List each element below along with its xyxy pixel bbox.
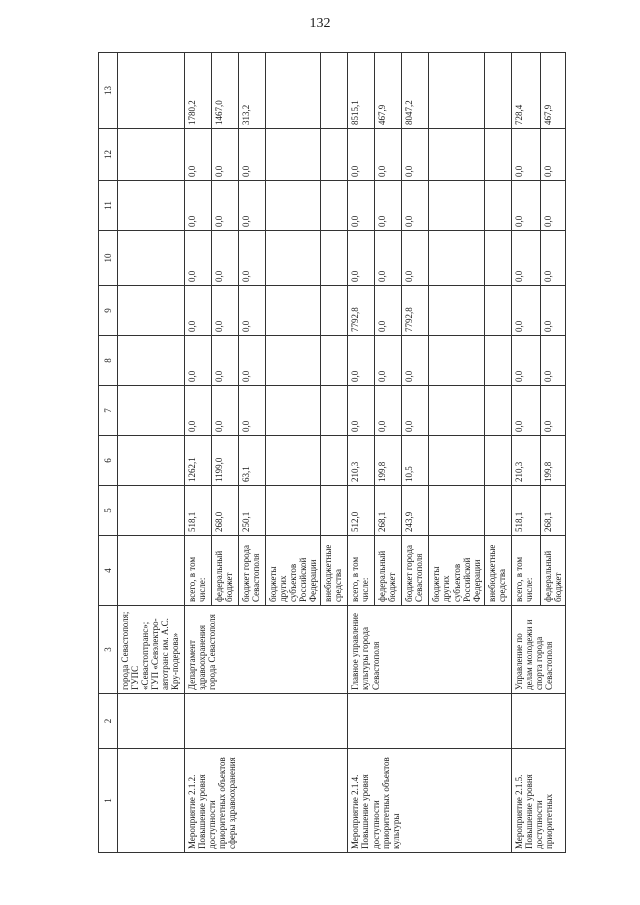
- value-cell: [484, 386, 511, 436]
- empty-cell: [118, 436, 185, 486]
- value-cell: [266, 53, 321, 129]
- value-cell: [484, 231, 511, 286]
- executor-cell: Главное управление культуры города Севастополя: [348, 606, 511, 694]
- value-cell: [321, 336, 348, 386]
- value-cell: 268,0: [212, 486, 239, 536]
- value-cell: 0,0: [185, 181, 212, 231]
- value-cell: 0,0: [239, 286, 266, 336]
- value-cell: [266, 129, 321, 181]
- column-number: 3: [99, 606, 118, 694]
- empty-cell: [118, 286, 185, 336]
- value-cell: [429, 53, 484, 129]
- empty-cell: [118, 336, 185, 386]
- value-cell: [429, 336, 484, 386]
- value-cell: [484, 286, 511, 336]
- value-cell: [484, 336, 511, 386]
- page-number: 132: [309, 16, 331, 31]
- value-cell: 0,0: [239, 386, 266, 436]
- value-cell: 518,1: [185, 486, 212, 536]
- table-body: [99, 53, 566, 853]
- value-cell: 0,0: [402, 129, 429, 181]
- empty-cell: [118, 231, 185, 286]
- funding-source-cell: внебюджетные средства: [484, 536, 511, 606]
- value-cell: 518,1: [511, 486, 540, 536]
- measure-cell: [118, 749, 185, 853]
- value-cell: 0,0: [212, 231, 239, 286]
- rotated-table-wrapper: [98, 53, 563, 853]
- budget-table: [98, 52, 566, 853]
- value-cell: [484, 486, 511, 536]
- value-cell: 10,5: [402, 436, 429, 486]
- funding-source-cell: всего, в том числе:: [511, 536, 540, 606]
- value-cell: 243,9: [402, 486, 429, 536]
- value-cell: 0,0: [511, 286, 540, 336]
- empty-cell: [118, 386, 185, 436]
- value-cell: 0,0: [212, 286, 239, 336]
- value-cell: 0,0: [212, 336, 239, 386]
- value-cell: [321, 386, 348, 436]
- measure-cell: Мероприятие 2.1.5. Повышение уровня доступности приоритетных: [511, 749, 565, 853]
- value-cell: 0,0: [402, 336, 429, 386]
- value-cell: 0,0: [185, 231, 212, 286]
- value-cell: 0,0: [348, 231, 375, 286]
- empty-cell: [118, 536, 185, 606]
- continuation-row: [118, 53, 185, 853]
- value-cell: 0,0: [348, 336, 375, 386]
- column-number: 13: [99, 53, 118, 129]
- empty-cell: [118, 486, 185, 536]
- column-number: 11: [99, 181, 118, 231]
- value-cell: [429, 486, 484, 536]
- value-cell: 0,0: [185, 386, 212, 436]
- value-cell: 8047,2: [402, 53, 429, 129]
- value-cell: 0,0: [185, 286, 212, 336]
- empty-cell: [348, 694, 511, 749]
- value-cell: [321, 436, 348, 486]
- column-number: 7: [99, 386, 118, 436]
- value-cell: 199,8: [540, 436, 565, 486]
- value-cell: 0,0: [402, 181, 429, 231]
- value-cell: [484, 53, 511, 129]
- column-number: 5: [99, 486, 118, 536]
- value-cell: 0,0: [402, 386, 429, 436]
- value-cell: [429, 181, 484, 231]
- value-cell: 728,4: [511, 53, 540, 129]
- executor-cell: города Севастополя; ГУПС «Севастоптранс»; ГУП «Севэлектро-автотранс им. А.С. Кру-подерова»: [118, 606, 185, 694]
- value-cell: 0,0: [212, 129, 239, 181]
- value-cell: [321, 129, 348, 181]
- value-cell: [266, 231, 321, 286]
- value-cell: [484, 181, 511, 231]
- value-cell: 1199,0: [212, 436, 239, 486]
- value-cell: 63,1: [239, 436, 266, 486]
- funding-source-cell: всего, в том числе:: [185, 536, 212, 606]
- value-cell: 0,0: [212, 181, 239, 231]
- value-cell: 0,0: [540, 386, 565, 436]
- empty-cell: [118, 694, 185, 749]
- column-number: 12: [99, 129, 118, 181]
- value-cell: 0,0: [348, 129, 375, 181]
- value-cell: [429, 386, 484, 436]
- value-cell: [266, 486, 321, 536]
- value-cell: 210,3: [511, 436, 540, 486]
- value-cell: 0,0: [185, 129, 212, 181]
- value-cell: 268,1: [540, 486, 565, 536]
- value-cell: [321, 181, 348, 231]
- measure-cell: Мероприятие 2.1.4. Повышение уровня доступности приоритетных объектов культуры: [348, 749, 511, 853]
- column-number: 9: [99, 286, 118, 336]
- value-cell: 0,0: [540, 129, 565, 181]
- value-cell: 0,0: [375, 386, 402, 436]
- value-cell: 0,0: [375, 181, 402, 231]
- value-cell: [484, 129, 511, 181]
- table-row: [185, 53, 212, 853]
- funding-source-cell: бюджет города Севастополя: [239, 536, 266, 606]
- value-cell: 250,1: [239, 486, 266, 536]
- value-cell: 313,2: [239, 53, 266, 129]
- value-cell: 199,8: [375, 436, 402, 486]
- value-cell: 0,0: [540, 336, 565, 386]
- value-cell: 1262,1: [185, 436, 212, 486]
- table-row: [511, 53, 540, 853]
- value-cell: 0,0: [212, 386, 239, 436]
- value-cell: 210,3: [348, 436, 375, 486]
- executor-cell: Департамент здравоохранения города Севастополя: [185, 606, 348, 694]
- value-cell: 7792,8: [348, 286, 375, 336]
- value-cell: [429, 129, 484, 181]
- value-cell: [266, 336, 321, 386]
- value-cell: 8515,1: [348, 53, 375, 129]
- value-cell: [484, 436, 511, 486]
- value-cell: 512,0: [348, 486, 375, 536]
- column-number: 6: [99, 436, 118, 486]
- funding-source-cell: бюджеты других субъектов Российской Федерации: [429, 536, 484, 606]
- value-cell: [266, 436, 321, 486]
- empty-cell: [118, 181, 185, 231]
- value-cell: 0,0: [348, 181, 375, 231]
- funding-source-cell: федеральный бюджет: [212, 536, 239, 606]
- value-cell: 0,0: [511, 386, 540, 436]
- value-cell: [321, 53, 348, 129]
- value-cell: [429, 286, 484, 336]
- column-number: 1: [99, 749, 118, 853]
- funding-source-cell: всего, в том числе:: [348, 536, 375, 606]
- value-cell: 0,0: [511, 129, 540, 181]
- value-cell: 0,0: [375, 286, 402, 336]
- value-cell: [429, 436, 484, 486]
- value-cell: 268,1: [375, 486, 402, 536]
- value-cell: 0,0: [348, 386, 375, 436]
- value-cell: 0,0: [239, 129, 266, 181]
- funding-source-cell: внебюджетные средства: [321, 536, 348, 606]
- empty-cell: [118, 129, 185, 181]
- value-cell: 0,0: [239, 336, 266, 386]
- value-cell: 7792,8: [402, 286, 429, 336]
- column-number: 2: [99, 694, 118, 749]
- value-cell: 0,0: [402, 231, 429, 286]
- value-cell: 0,0: [239, 231, 266, 286]
- empty-cell: [118, 53, 185, 129]
- value-cell: [321, 231, 348, 286]
- value-cell: 0,0: [185, 336, 212, 386]
- funding-source-cell: федеральный бюджет: [375, 536, 402, 606]
- value-cell: [266, 386, 321, 436]
- column-number: 10: [99, 231, 118, 286]
- value-cell: [321, 486, 348, 536]
- header-row: [99, 53, 118, 853]
- value-cell: 0,0: [239, 181, 266, 231]
- value-cell: 0,0: [540, 231, 565, 286]
- value-cell: 467,9: [375, 53, 402, 129]
- measure-cell: Мероприятие 2.1.2. Повышение уровня доступности приоритетных объектов сферы здравоохранения: [185, 749, 348, 853]
- value-cell: 467,9: [540, 53, 565, 129]
- value-cell: 0,0: [375, 336, 402, 386]
- value-cell: 1780,2: [185, 53, 212, 129]
- value-cell: [321, 286, 348, 336]
- empty-cell: [511, 694, 565, 749]
- empty-cell: [185, 694, 348, 749]
- executor-cell: Управление по делам молодежи и спорта города Севастополя: [511, 606, 565, 694]
- value-cell: 0,0: [375, 129, 402, 181]
- column-number: 4: [99, 536, 118, 606]
- table-row: [348, 53, 375, 853]
- value-cell: 0,0: [511, 181, 540, 231]
- value-cell: [266, 181, 321, 231]
- value-cell: 0,0: [375, 231, 402, 286]
- value-cell: 0,0: [511, 231, 540, 286]
- column-number: 8: [99, 336, 118, 386]
- value-cell: 0,0: [511, 336, 540, 386]
- value-cell: 0,0: [540, 286, 565, 336]
- value-cell: 0,0: [540, 181, 565, 231]
- rotated-table-area: [98, 53, 563, 853]
- funding-source-cell: бюджет города Севастополя: [402, 536, 429, 606]
- funding-source-cell: бюджеты других субъектов Российской Федерации: [266, 536, 321, 606]
- funding-source-cell: федеральный бюджет: [540, 536, 565, 606]
- value-cell: 1467,0: [212, 53, 239, 129]
- value-cell: [266, 286, 321, 336]
- value-cell: [429, 231, 484, 286]
